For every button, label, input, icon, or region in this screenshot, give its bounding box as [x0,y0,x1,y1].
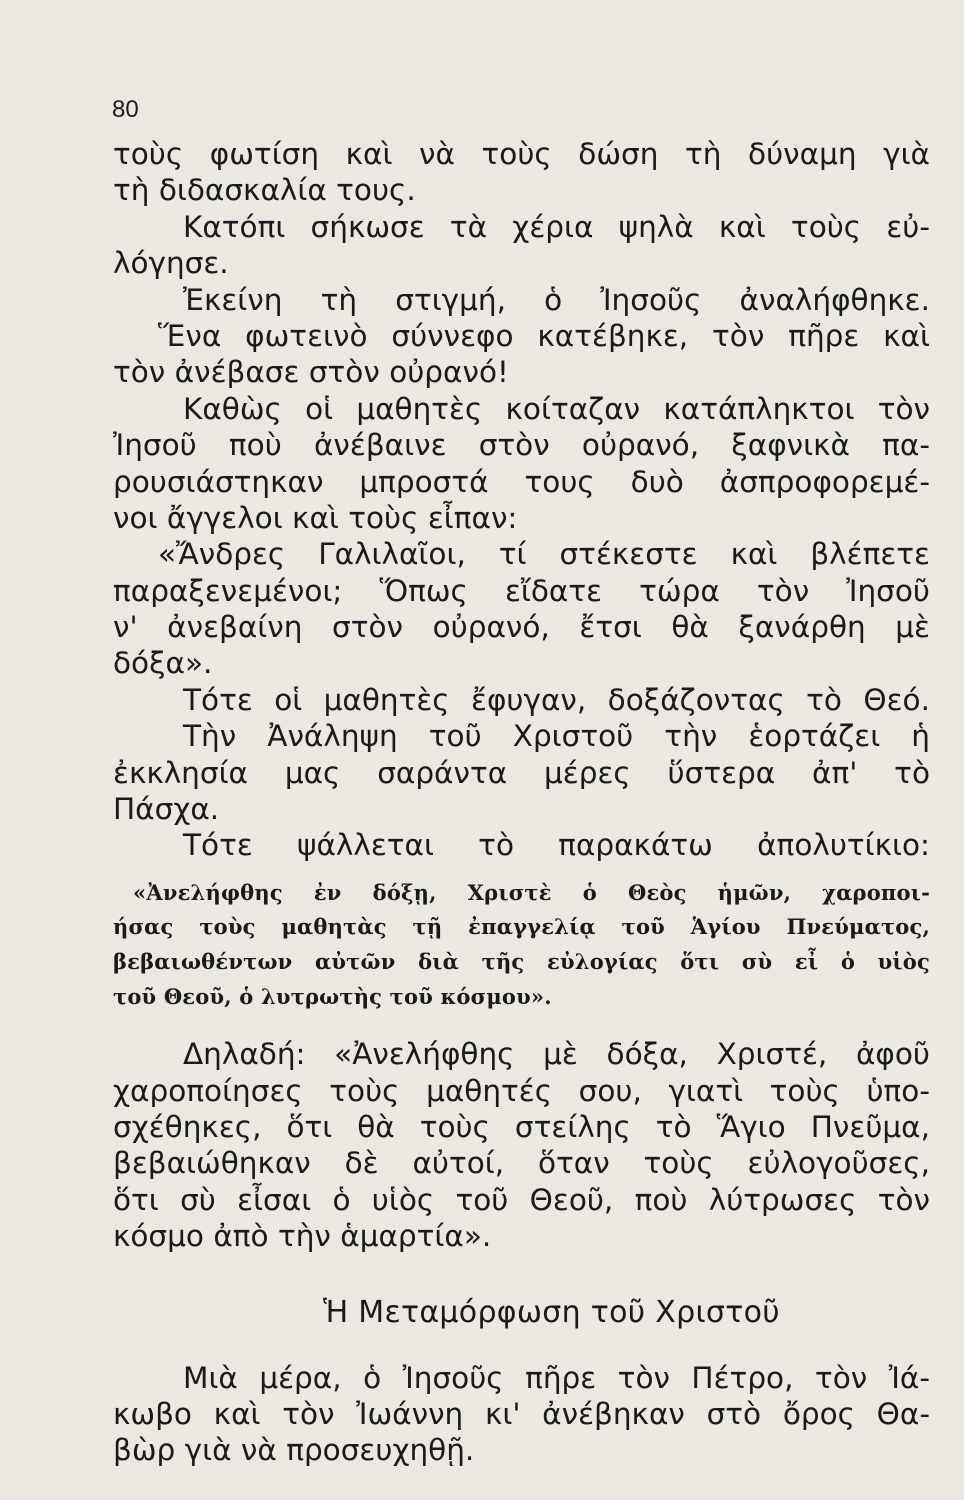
text-line: Ἐκείνη τὴ στιγμή, ὁ Ἰησοῦς ἀναλήφθηκε. [183,282,930,317]
text-line: τοὺς φωτίση καὶ νὰ τοὺς δώση τὴ δύναμη γιὰ [113,137,930,171]
text-line: Μιὰ μέρα, ὁ Ἰησοῦς πῆρε τὸν Πέτρο, τὸν Ἰά- [183,1360,930,1395]
text-line: Ἕνα φωτεινὸ σύννεφο κατέβηκε, τὸν πῆρε καὶ [158,318,930,353]
text-line: Καθὼς οἱ μαθητὲς κοίταζαν κατάπληκτοι τὸν [183,391,930,426]
text-line: παραξενεμένοι; Ὅπως εἴδατε τώρα τὸν Ἰησοῦ [113,573,930,608]
text-line: τὸν ἀνέβασε στὸν οὐρανό! [113,355,509,390]
text-line: Κατόπι σήκωσε τὰ χέρια ψηλὰ καὶ τοὺς εὐ- [183,209,930,244]
quote-line: βεβαιωθέντων αὐτῶν διὰ τῆς εὐλογίας ὅτι σὺ εἶ ὁ υἱὸς [113,949,930,974]
text-line: ὅτι σὺ εἶσαι ὁ υἱὸς τοῦ Θεοῦ, ποὺ λύτρωσες τὸν [113,1182,930,1217]
section-heading: Ἡ Μεταμόρφωση τοῦ Χριστοῦ [323,1294,780,1330]
apolytikion-quote [113,876,930,1014]
page-number: 80 [112,96,139,123]
text-line: Τότε οἱ μαθητὲς ἔφυγαν, δοξάζοντας τὸ Θεό. [183,682,930,717]
quote-line: τοῦ Θεοῦ, ὁ λυτρωτὴς τοῦ κόσμου». [113,983,552,1009]
text-line: χαροποίησες τοὺς μαθητές σου, γιατὶ τοὺς ὑπο- [113,1073,930,1108]
text-line: κόσμο ἀπὸ τὴν ἁμαρτία». [113,1219,492,1254]
text-line: Τὴν Ἀνάληψη τοῦ Χριστοῦ τὴν ἑορτάζει ἡ [183,719,930,754]
body-text [113,136,930,1469]
text-line: κωβο καὶ τὸν Ἰωάννη κι' ἀνέβηκαν στὸ ὄρος Θα- [113,1396,930,1431]
text-line: λόγησε. [113,246,229,281]
text-line: βεβαιώθηκαν δὲ αὐτοί, ὅταν τοὺς εὐλογοῦσες, [113,1146,930,1181]
text-line: Ἰησοῦ ποὺ ἀνέβαινε στὸν οὐρανό, ξαφνικὰ πα- [113,428,930,463]
text-line: ν' ἀνεβαίνη στὸν οὐρανό, ἔτσι θὰ ξανάρθη μὲ [113,610,930,645]
text-line: τὴ διδασκαλία τους. [113,173,416,208]
text-line: σχέθηκες, ὅτι θὰ τοὺς στείλης τὸ Ἅγιο Πνεῦμα, [113,1109,930,1144]
text-line: «Ἄνδρες Γαλιλαῖοι, τί στέκεστε καὶ βλέπετε [158,537,930,572]
text-line: νοι ἄγγελοι καὶ τοὺς εἶπαν: [113,500,518,535]
quote-line: ήσας τοὺς μαθητὰς τῇ ἐπαγγελίᾳ τοῦ Ἁγίου Πνεύματος, [113,914,930,940]
text-line: ρουσιάστηκαν μπροστά τους δυὸ ἀσπροφορεμέ- [113,464,930,499]
text-line: Πάσχα. [113,792,220,827]
quote-line: «Ἀνελήφθης ἐν δόξῃ, Χριστὲ ὁ Θεὸς ἡμῶν, χαροποι- [133,879,930,905]
text-line: δόξα». [113,646,213,681]
text-line: Τότε ψάλλεται τὸ παρακάτω ἀπολυτίκιο: [183,828,930,863]
text-line: βὼρ γιὰ νὰ προσευχηθῇ. [113,1433,475,1468]
text-line: Δηλαδή: «Ἀνελήφθης μὲ δόξα, Χριστέ, ἀφοῦ [183,1037,930,1072]
text-line: ἐκκλησία μας σαράντα μέρες ὕστερα ἀπ' τὸ [113,755,930,790]
